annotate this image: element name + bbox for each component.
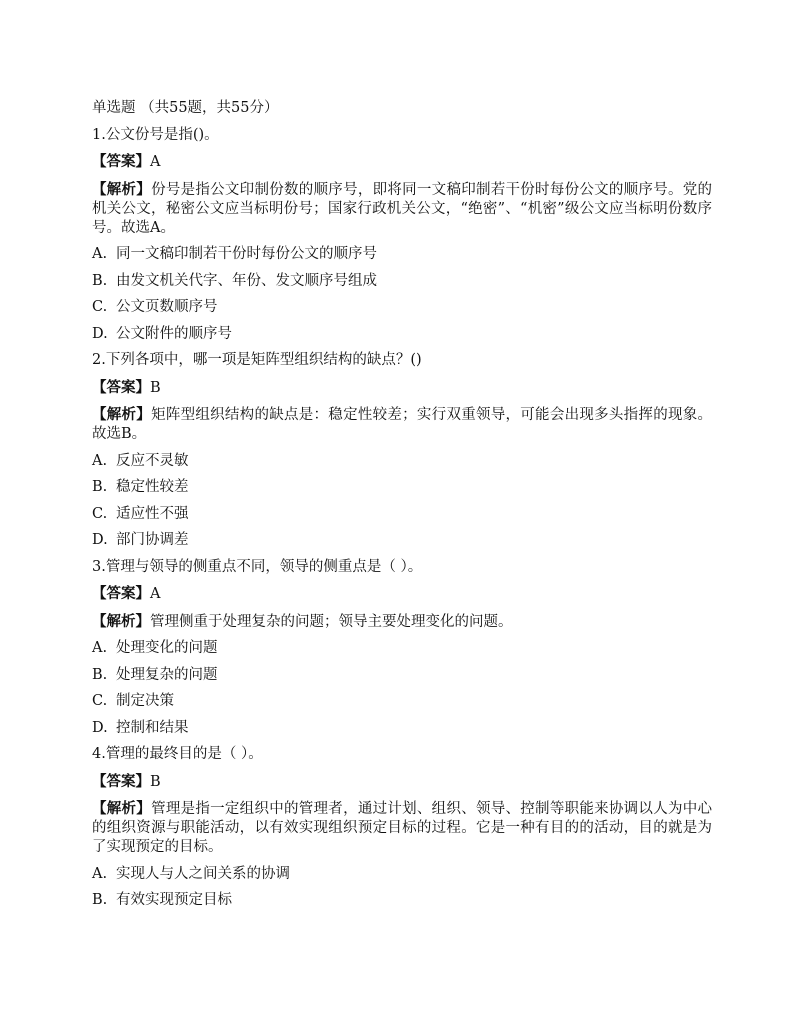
analysis-line [92,612,712,632]
analysis-line [92,180,712,238]
option-text: 控制和结果 [116,719,189,736]
option-d [92,719,712,738]
option-text: 制定决策 [116,693,174,709]
option-text: 适应性不强 [116,505,189,522]
answer-tag: 【答案】 [92,153,150,170]
option-c [92,298,712,317]
answer-value: A [150,154,161,170]
question-1 [92,126,712,344]
answer-line [92,378,712,398]
answer-value: B [150,379,161,396]
analysis-tag: 【解析】 [92,180,152,198]
answer-line [92,152,712,172]
analysis-text: 管理是指一定组织中的管理者，通过计划、组织、领导、控制等职能来协调以人为中心的组织资源与职能活动，以有效实现组织预定目标的过程。它是一种有目的的活动，目的就是为了实现预定的目标。 [92,801,713,855]
option-text: 处理变化的问题 [116,640,218,656]
option-letter: B. [92,479,108,495]
option-letter: A. [92,640,108,656]
option-a [92,452,712,471]
analysis-tag: 【解析】 [92,406,152,423]
option-text: 反应不灵敏 [116,452,189,469]
option-letter: C. [92,505,108,522]
option-b [92,272,712,291]
option-b [92,478,712,497]
option-text: 同一文稿印制若干份时每份公文的顺序号 [116,246,377,262]
option-letter: D. [92,532,108,548]
answer-value: B [150,773,161,790]
question-stem: 4.管理的最终目的是（ ）。 [92,746,263,762]
analysis-line [92,799,712,857]
answer-line [92,772,712,792]
option-letter: C. [92,693,108,709]
option-text: 公文页数顺序号 [116,299,218,315]
option-text: 实现人与人之间关系的协调 [116,865,290,882]
option-b [92,666,712,685]
question-stem: 3.管理与领导的侧重点不同，领导的侧重点是（ ）。 [92,558,423,575]
option-a [92,245,712,264]
analysis-tag: 【解析】 [92,612,150,630]
option-d [92,325,712,344]
option-letter: A. [92,246,108,262]
analysis-line [92,405,712,444]
answer-tag: 【答案】 [92,772,150,790]
analysis-text: 份号是指公文印制份数的顺序号，即将同一文稿印制若干份时每份公文的顺序号。党的机关公文，秘密公文应当标明份号；国家行政机关公文，“绝密”、“机密”级公文应当标明份数序号。故选A。 [92,181,713,236]
option-text: 由发文机关代字、年份、发文顺序号组成 [116,272,377,289]
option-letter: D. [92,719,108,736]
option-text: 有效实现预定目标 [116,892,232,908]
option-letter: C. [92,299,108,315]
option-a [92,639,712,658]
option-text: 稳定性较差 [116,479,189,495]
document-page [92,99,712,910]
section-title: 单选题 （共55题，共55分） [92,100,279,116]
option-letter: A. [92,865,108,882]
option-letter: B. [92,272,108,289]
answer-tag: 【答案】 [92,585,150,602]
answer-line [92,584,712,604]
analysis-text: 矩阵型组织结构的缺点是：稳定性较差；实行双重领导，可能会出现多头指挥的现象。故选B。 [92,407,713,442]
question-stem: 1.公文份号是指()。 [92,126,219,143]
question-2 [92,351,712,550]
option-letter: D. [92,325,108,342]
option-text: 公文附件的顺序号 [116,325,232,342]
option-c [92,692,712,711]
question-4 [92,745,712,910]
answer-value: A [150,586,161,602]
option-text: 处理复杂的问题 [116,666,218,683]
analysis-text: 管理侧重于处理复杂的问题；领导主要处理变化的问题。 [150,613,513,630]
option-b [92,891,712,910]
option-letter: B. [92,892,108,908]
question-3 [92,558,712,738]
option-text: 部门协调差 [116,532,189,548]
option-a [92,865,712,884]
option-letter: A. [92,452,108,469]
analysis-tag: 【解析】 [92,800,152,817]
option-letter: B. [92,666,108,683]
option-c [92,505,712,524]
answer-tag: 【答案】 [92,378,150,396]
question-stem: 2.下列各项中，哪一项是矩阵型组织结构的缺点？() [92,352,422,368]
option-d [92,531,712,550]
